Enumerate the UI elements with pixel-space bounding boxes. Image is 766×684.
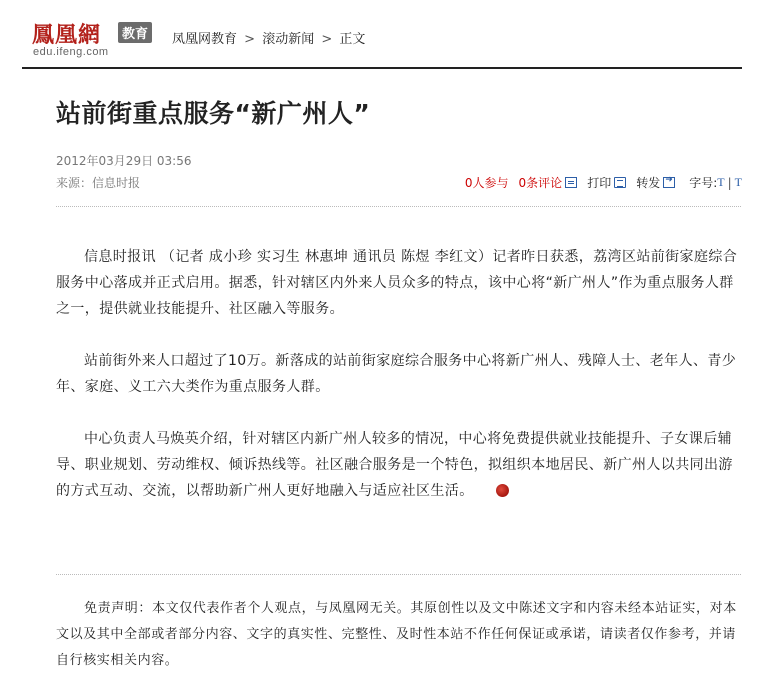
article-paragraph [56,426,744,504]
comment-icon [565,177,577,188]
font-size-large-button[interactable]: T [734,175,742,189]
article-title: 站前街重点服务“新广州人” [56,99,371,128]
article-source: 来源：信息时报 [56,176,141,190]
comments-link[interactable] [519,174,578,191]
breadcrumb-current: 正文 [339,32,366,47]
disclaimer-text: 免责声明：本文仅代表作者个人观点，与凤凰网无关。其原创性以及文中陈述文字和内容未经本站证实，对本文以及其中全部或者部分内容、文字的真实性、完整性、及时性本站不作任何保证或承诺，请读者仅作参考，并请自行核实相关内容。 [56,601,737,668]
logo-url: edu.ifeng.com [33,46,109,58]
share-label: 转发 [636,176,661,190]
breadcrumb-rolling-news-link[interactable]: 滚动新闻 [262,32,315,47]
header-rule [22,67,742,69]
breadcrumb-home-link[interactable]: 凤凰网教育 [172,32,238,47]
article-body [56,244,744,530]
article-paragraph: 站前街外来人口超过了10万。新落成的站前街家庭综合服务中心将新广州人、残障人士、老年人、青少年、家庭、义工六大类作为重点服务人群。 [56,353,737,395]
site-header [22,14,742,66]
font-size-label: 字号: [689,176,718,190]
print-icon [614,177,626,188]
article-paragraph: 信息时报讯 （记者 成小珍 实习生 林惠坤 通讯员 陈煜 李红文）记者昨日获悉，荔湾区站前街家庭综合服务中心落成并正式启用。据悉，针对辖区内外来人员众多的特点，该中心将“新广州人”作为重点服务人群之一，提供就业技能提升、社区融入等服务。 [56,249,738,317]
meta-divider [56,206,741,208]
breadcrumb-separator: > [321,32,333,47]
share-icon [663,177,675,188]
print-label: 打印 [587,176,612,190]
share-button[interactable] [636,174,675,191]
font-size-separator: | [727,175,732,190]
participants-link[interactable]: 0人参与 [464,176,509,190]
article-paragraph-text: 中心负责人马焕英介绍，针对辖区内新广州人较多的情况，中心将免费提供就业技能提升、子女课后辅导、职业规划、劳动维权、倾诉热线等。社区融合服务是一个特色，拟组织本地居民、新广州人以共同出游的方式互动、交流，以帮助新广州人更好地融入与适应社区生活。 [56,431,733,499]
channel-badge[interactable]: 教育 [118,22,152,43]
ifeng-end-mark-icon [496,484,509,497]
breadcrumb-separator: > [244,32,256,47]
ifeng-logo[interactable]: 鳳凰網 [32,22,102,48]
publish-date: 2012年03月29日 03:56 [56,154,192,168]
article-toolbar [465,174,742,191]
font-size-small-button[interactable]: T [717,175,725,189]
comments-label: 0条评论 [518,176,563,190]
print-button[interactable] [587,174,626,191]
breadcrumb [172,28,365,47]
disclaimer-divider [56,574,741,576]
